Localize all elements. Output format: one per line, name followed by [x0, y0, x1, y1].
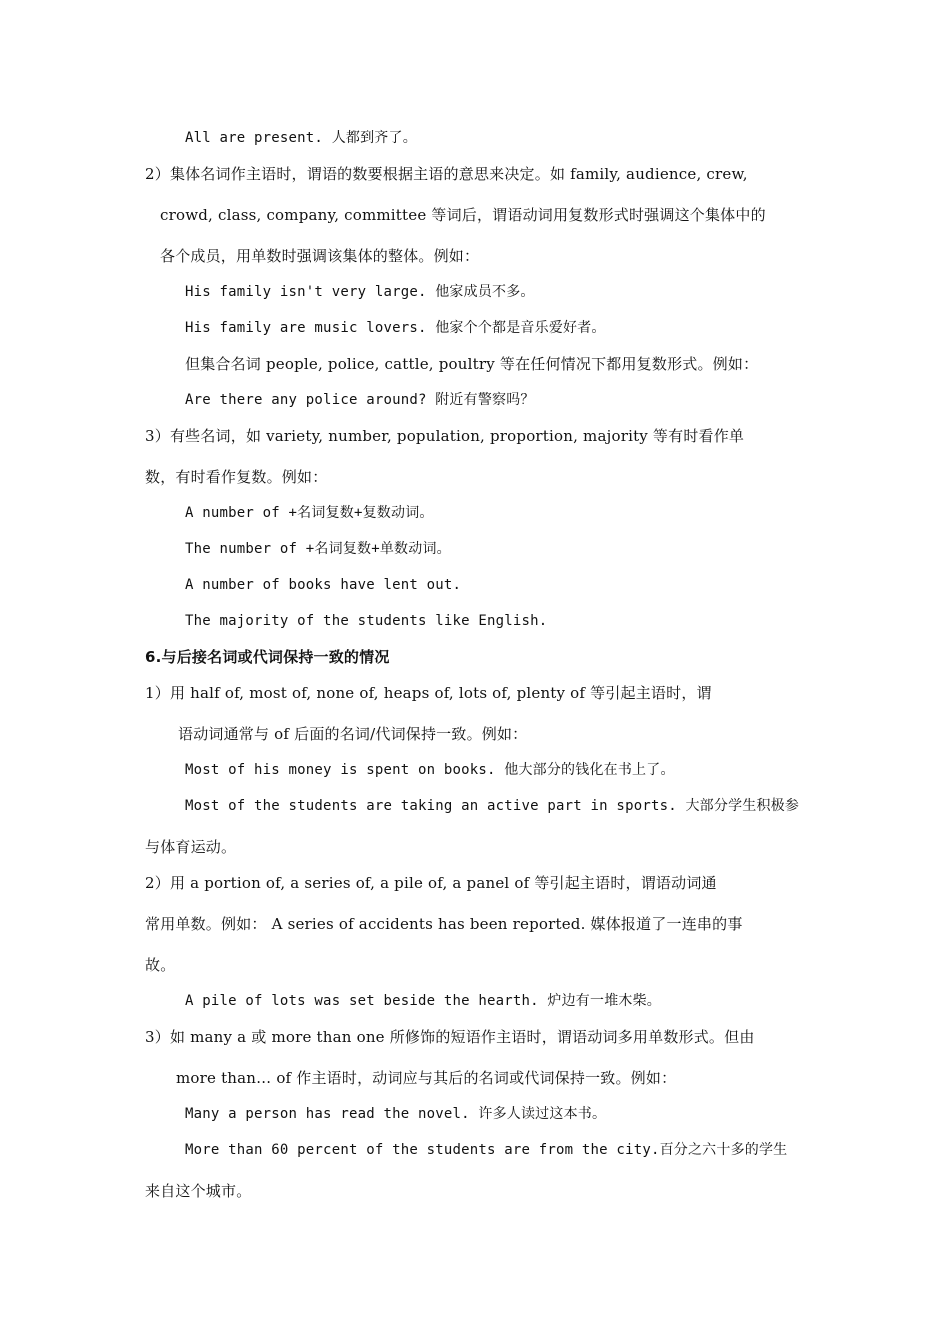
example-books: A number of books have lent out. — [185, 577, 462, 593]
rule-1-continuation: 语动词通常与 of 后面的名词/代词保持一致。例如： — [178, 725, 528, 743]
rule-2-collective-nouns: 2）集体名词作主语时，谓语的数要根据主语的意思来决定。如 family, audience, crew, — [145, 165, 748, 183]
section-heading-6: 6.与后接名词或代词保持一致的情况 — [145, 648, 390, 666]
example-students-sports-continuation: 与体育运动。 — [145, 838, 237, 856]
rule-2-continuation-2: 各个成员，用单数时强调该集体的整体。例如： — [160, 247, 480, 265]
example-police: Are there any police around? 附近有警察吗？ — [185, 392, 535, 408]
rule-3-variable-nouns: 3）有些名词，如 variety, number, population, proportion, majority 等有时看作单 — [145, 427, 745, 445]
rule-3-many-a: 3）如 many a 或 more than one 所修饰的短语作主语时，谓语动词多用单数形式。但由 — [145, 1028, 755, 1046]
example-family-large: His family isn't very large. 他家成员不多。 — [185, 284, 535, 300]
note-collective-plural: 但集合名词 people, police, cattle, poultry 等在任何情况下都用复数形式。例如： — [185, 355, 759, 373]
example-percent: More than 60 percent of the students are from the city.百分之六十多的学生 — [185, 1142, 788, 1158]
example-majority: The majority of the students like English. — [185, 613, 548, 629]
rule-2-continuation-1: crowd, class, company, committee 等词后，谓语动词用复数形式时强调这个集体中的 — [160, 206, 766, 224]
example-students-sports: Most of the students are taking an active part in sports. 大部分学生积极参 — [185, 798, 800, 814]
rule-3-continuation: 数，有时看作复数。例如： — [145, 468, 328, 486]
example-family-music: His family are music lovers. 他家个个都是音乐爱好者。 — [185, 320, 606, 336]
example-money: Most of his money is spent on books. 他大部分的钱化在书上了。 — [185, 762, 675, 778]
example-many-a-person: Many a person has read the novel. 许多人读过这本书。 — [185, 1106, 607, 1122]
rule-2-portion-continuation: 常用单数。例如： A series of accidents has been reported. 媒体报道了一连串的事 — [145, 915, 743, 933]
pattern-a-number-of: A number of +名词复数+复数动词。 — [185, 505, 434, 521]
rule-3-many-a-continuation: more than… of 作主语时，动词应与其后的名词或代词保持一致。例如： — [176, 1069, 677, 1087]
example-all-present: All are present. 人都到齐了。 — [185, 130, 417, 146]
example-pile: A pile of lots was set beside the hearth. 炉边有一堆木柴。 — [185, 993, 662, 1009]
rule-1-quantifiers: 1）用 half of, most of, none of, heaps of, lots of, plenty of 等引起主语时，谓 — [145, 684, 712, 702]
example-percent-continuation: 来自这个城市。 — [145, 1182, 252, 1200]
rule-2-portion: 2）用 a portion of, a series of, a pile of, a panel of 等引起主语时，谓语动词通 — [145, 874, 717, 892]
rule-2-portion-continuation-2: 故。 — [145, 956, 176, 974]
pattern-the-number-of: The number of +名词复数+单数动词。 — [185, 541, 451, 557]
